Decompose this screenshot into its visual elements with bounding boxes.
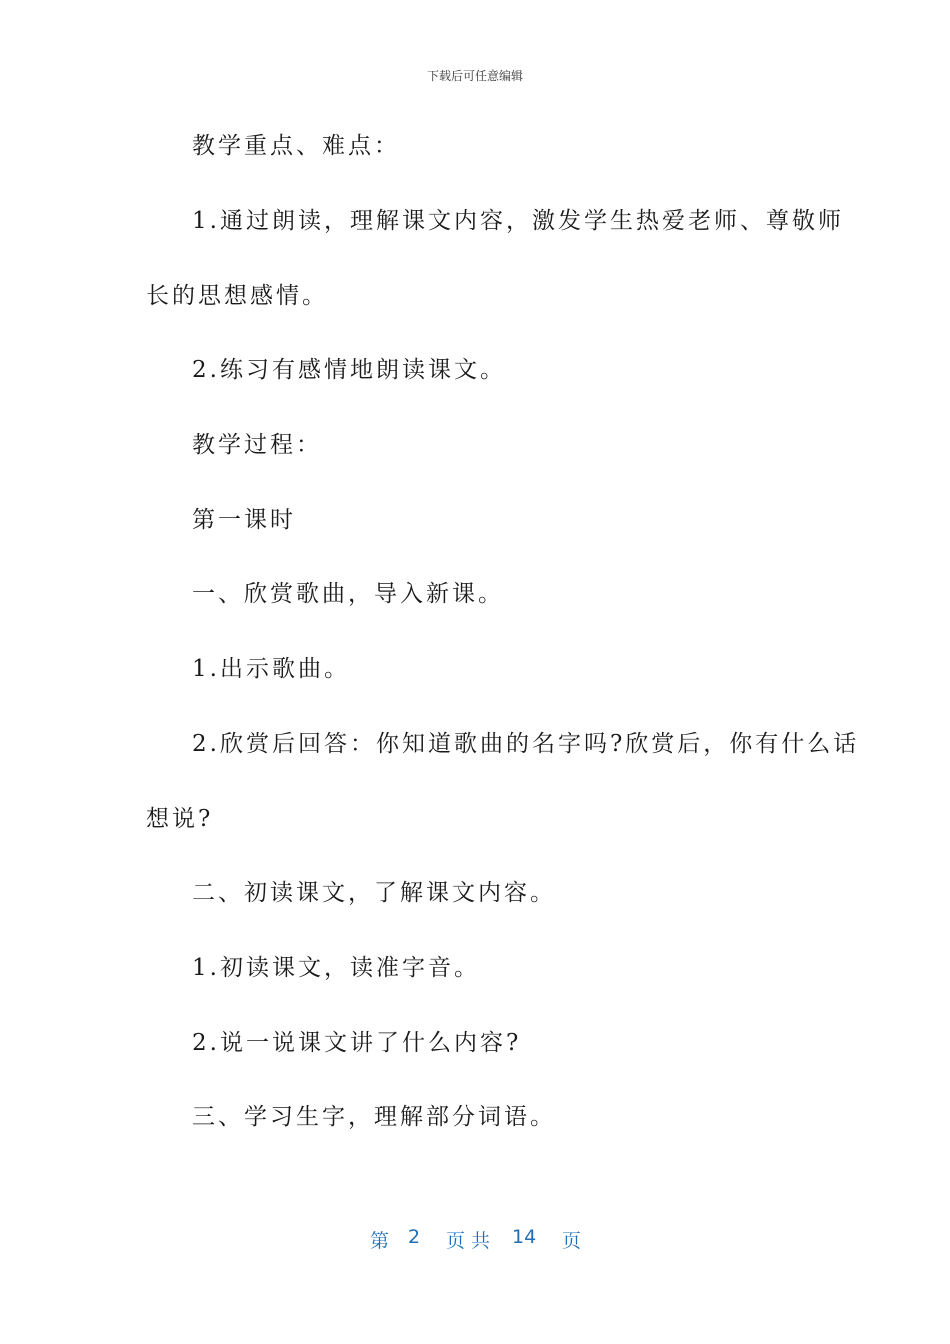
text-line: 二、初读课文，了解课文内容。: [192, 880, 556, 906]
total-pages-number: 14: [512, 1226, 537, 1248]
text-line: 第一课时: [192, 507, 296, 533]
text-line: 1.初读课文，读准字音。: [192, 955, 480, 981]
current-page-number: 2: [408, 1226, 421, 1248]
text-line: 2.练习有感情地朗读课文。: [192, 357, 506, 383]
text-line: 2.说一说课文讲了什么内容?: [192, 1030, 522, 1056]
footer-di: 第: [370, 1230, 390, 1252]
header-note: 下载后可任意编辑: [426, 69, 523, 83]
footer-ye: 页: [562, 1230, 582, 1252]
text-line: 三、学习生字，理解部分词语。: [192, 1104, 556, 1130]
text-line: 教学过程：: [192, 432, 322, 458]
text-line: 1.通过朗读，理解课文内容，激发学生热爱老师、尊敬师: [192, 208, 844, 234]
text-line: 1.出示歌曲。: [192, 656, 350, 682]
text-line: 长的思想感情。: [146, 283, 328, 309]
text-line: 教学重点、难点：: [192, 133, 400, 159]
page-footer: [0, 1226, 950, 1252]
text-line: 想说?: [146, 806, 214, 832]
text-line: 2.欣赏后回答：你知道歌曲的名字吗?欣赏后，你有什么话: [192, 731, 860, 757]
footer-ye-gong: 页 共: [446, 1230, 491, 1252]
text-line: 一、欣赏歌曲，导入新课。: [192, 581, 504, 607]
